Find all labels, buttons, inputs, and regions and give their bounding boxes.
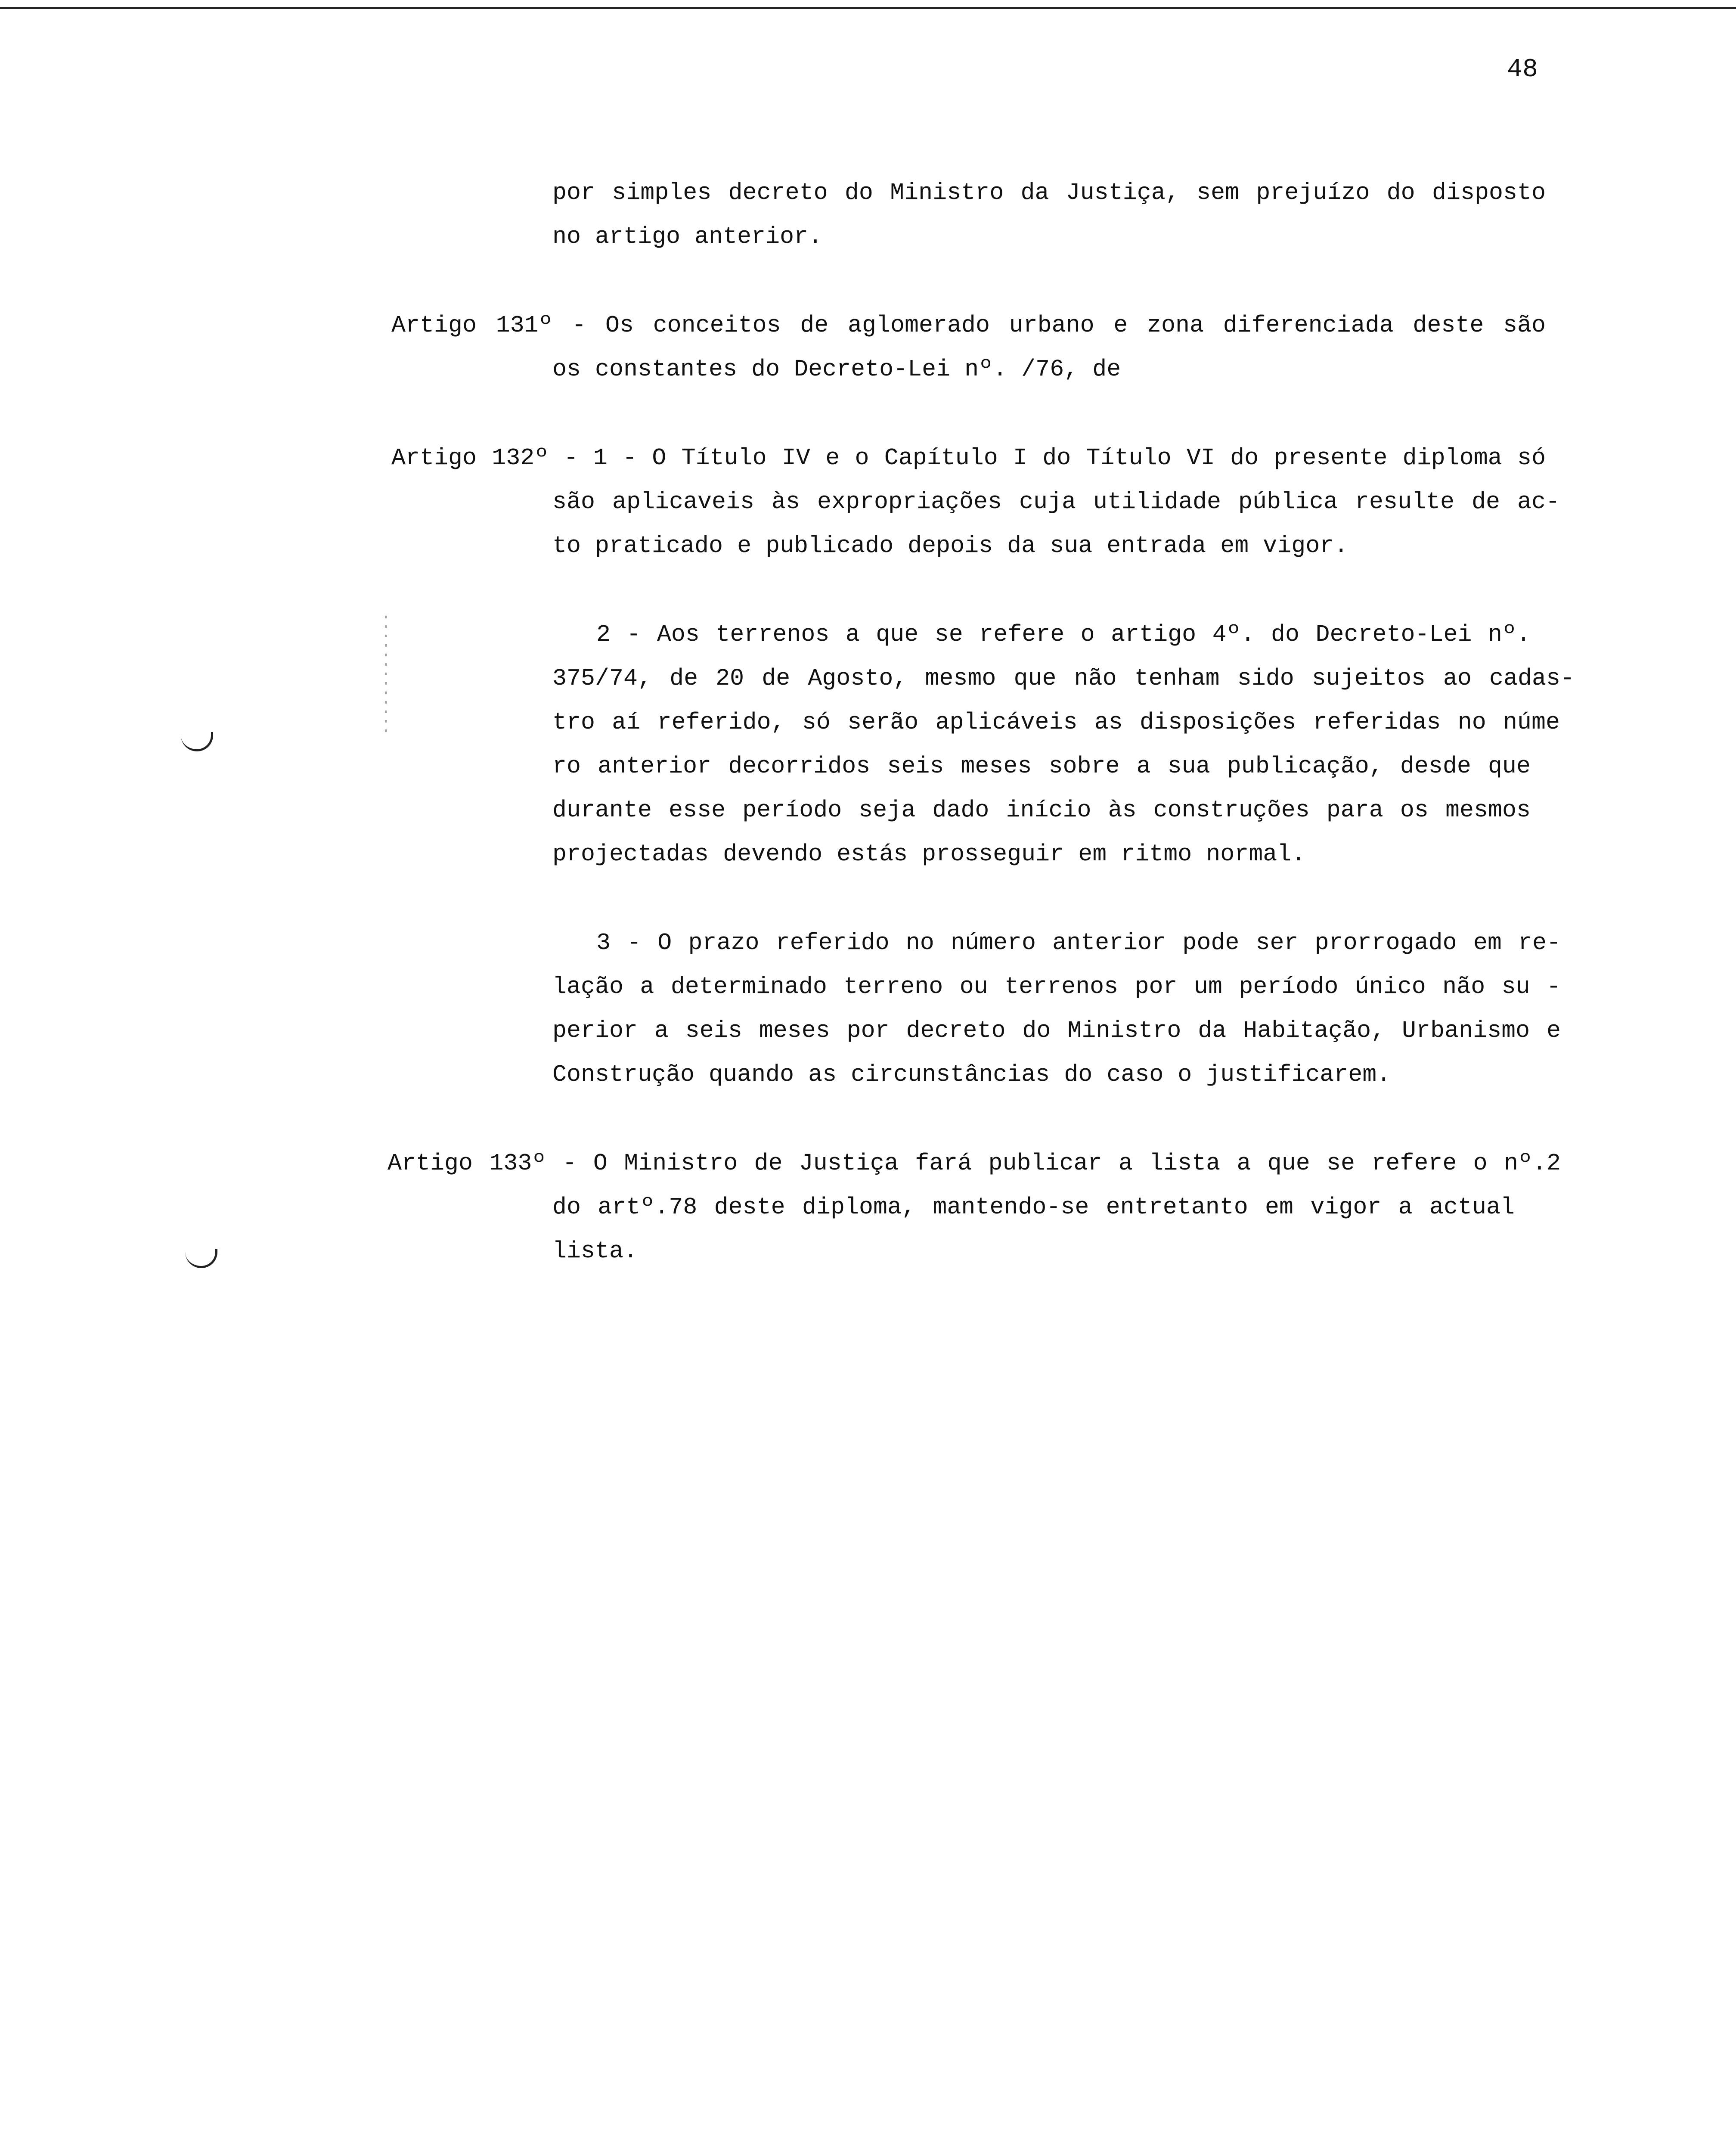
article-133-heading: Artigo 133º - O Ministro de Justiça fará publicar a lista a que se refere o nº.2 bbox=[388, 1150, 1561, 1177]
text-line: projectadas devendo estás prosseguir em ritmo normal. bbox=[552, 841, 1306, 868]
text-line: lação a determinado terreno ou terrenos por um período único não su - bbox=[552, 973, 1561, 1000]
text-line: durante esse período seja dado início às construções para os mesmos bbox=[552, 797, 1531, 824]
article-131-heading: Artigo 131º - Os conceitos de aglomerado urbano e zona diferenciada deste são bbox=[391, 312, 1546, 339]
text-line: tro aí referido, só serão aplicáveis as disposições referidas no núme bbox=[552, 709, 1560, 736]
text-line: os constantes do Decreto-Lei nº. /76, de bbox=[552, 356, 1121, 383]
text-line: perior a seis meses por decreto do Ministro da Habitação, Urbanismo e bbox=[552, 1017, 1561, 1044]
hole-punch-mark bbox=[181, 732, 213, 751]
margin-dots bbox=[385, 616, 387, 736]
text-line: 3 - O prazo referido no número anterior pode ser prorrogado em re- bbox=[596, 929, 1561, 956]
text-line: por simples decreto do Ministro da Justiça, sem prejuízo do disposto bbox=[552, 179, 1546, 206]
hole-punch-mark bbox=[185, 1249, 217, 1268]
page-number: 48 bbox=[1507, 55, 1538, 84]
text-line: Construção quando as circunstâncias do caso o justificarem. bbox=[552, 1061, 1391, 1088]
text-line: 375/74, de 20 de Agosto, mesmo que não tenham sido sujeitos ao cadas- bbox=[552, 665, 1575, 692]
text-line: no artigo anterior. bbox=[552, 223, 823, 250]
text-line: do artº.78 deste diploma, mantendo-se entretanto em vigor a actual bbox=[552, 1194, 1515, 1221]
text-line: são aplicaveis às expropriações cuja utilidade pública resulte de ac- bbox=[552, 488, 1560, 515]
article-132-heading: Artigo 132º - 1 - O Título IV e o Capítulo I do Título VI do presente diploma só bbox=[391, 444, 1546, 472]
text-line: ro anterior decorridos seis meses sobre a sua publicação, desde que bbox=[552, 753, 1531, 780]
text-line: 2 - Aos terrenos a que se refere o artigo 4º. do Decreto-Lei nº. bbox=[596, 621, 1531, 648]
text-line: to praticado e publicado depois da sua entrada em vigor. bbox=[552, 532, 1348, 559]
top-scan-edge-line bbox=[0, 7, 1736, 9]
text-line: lista. bbox=[552, 1238, 638, 1265]
